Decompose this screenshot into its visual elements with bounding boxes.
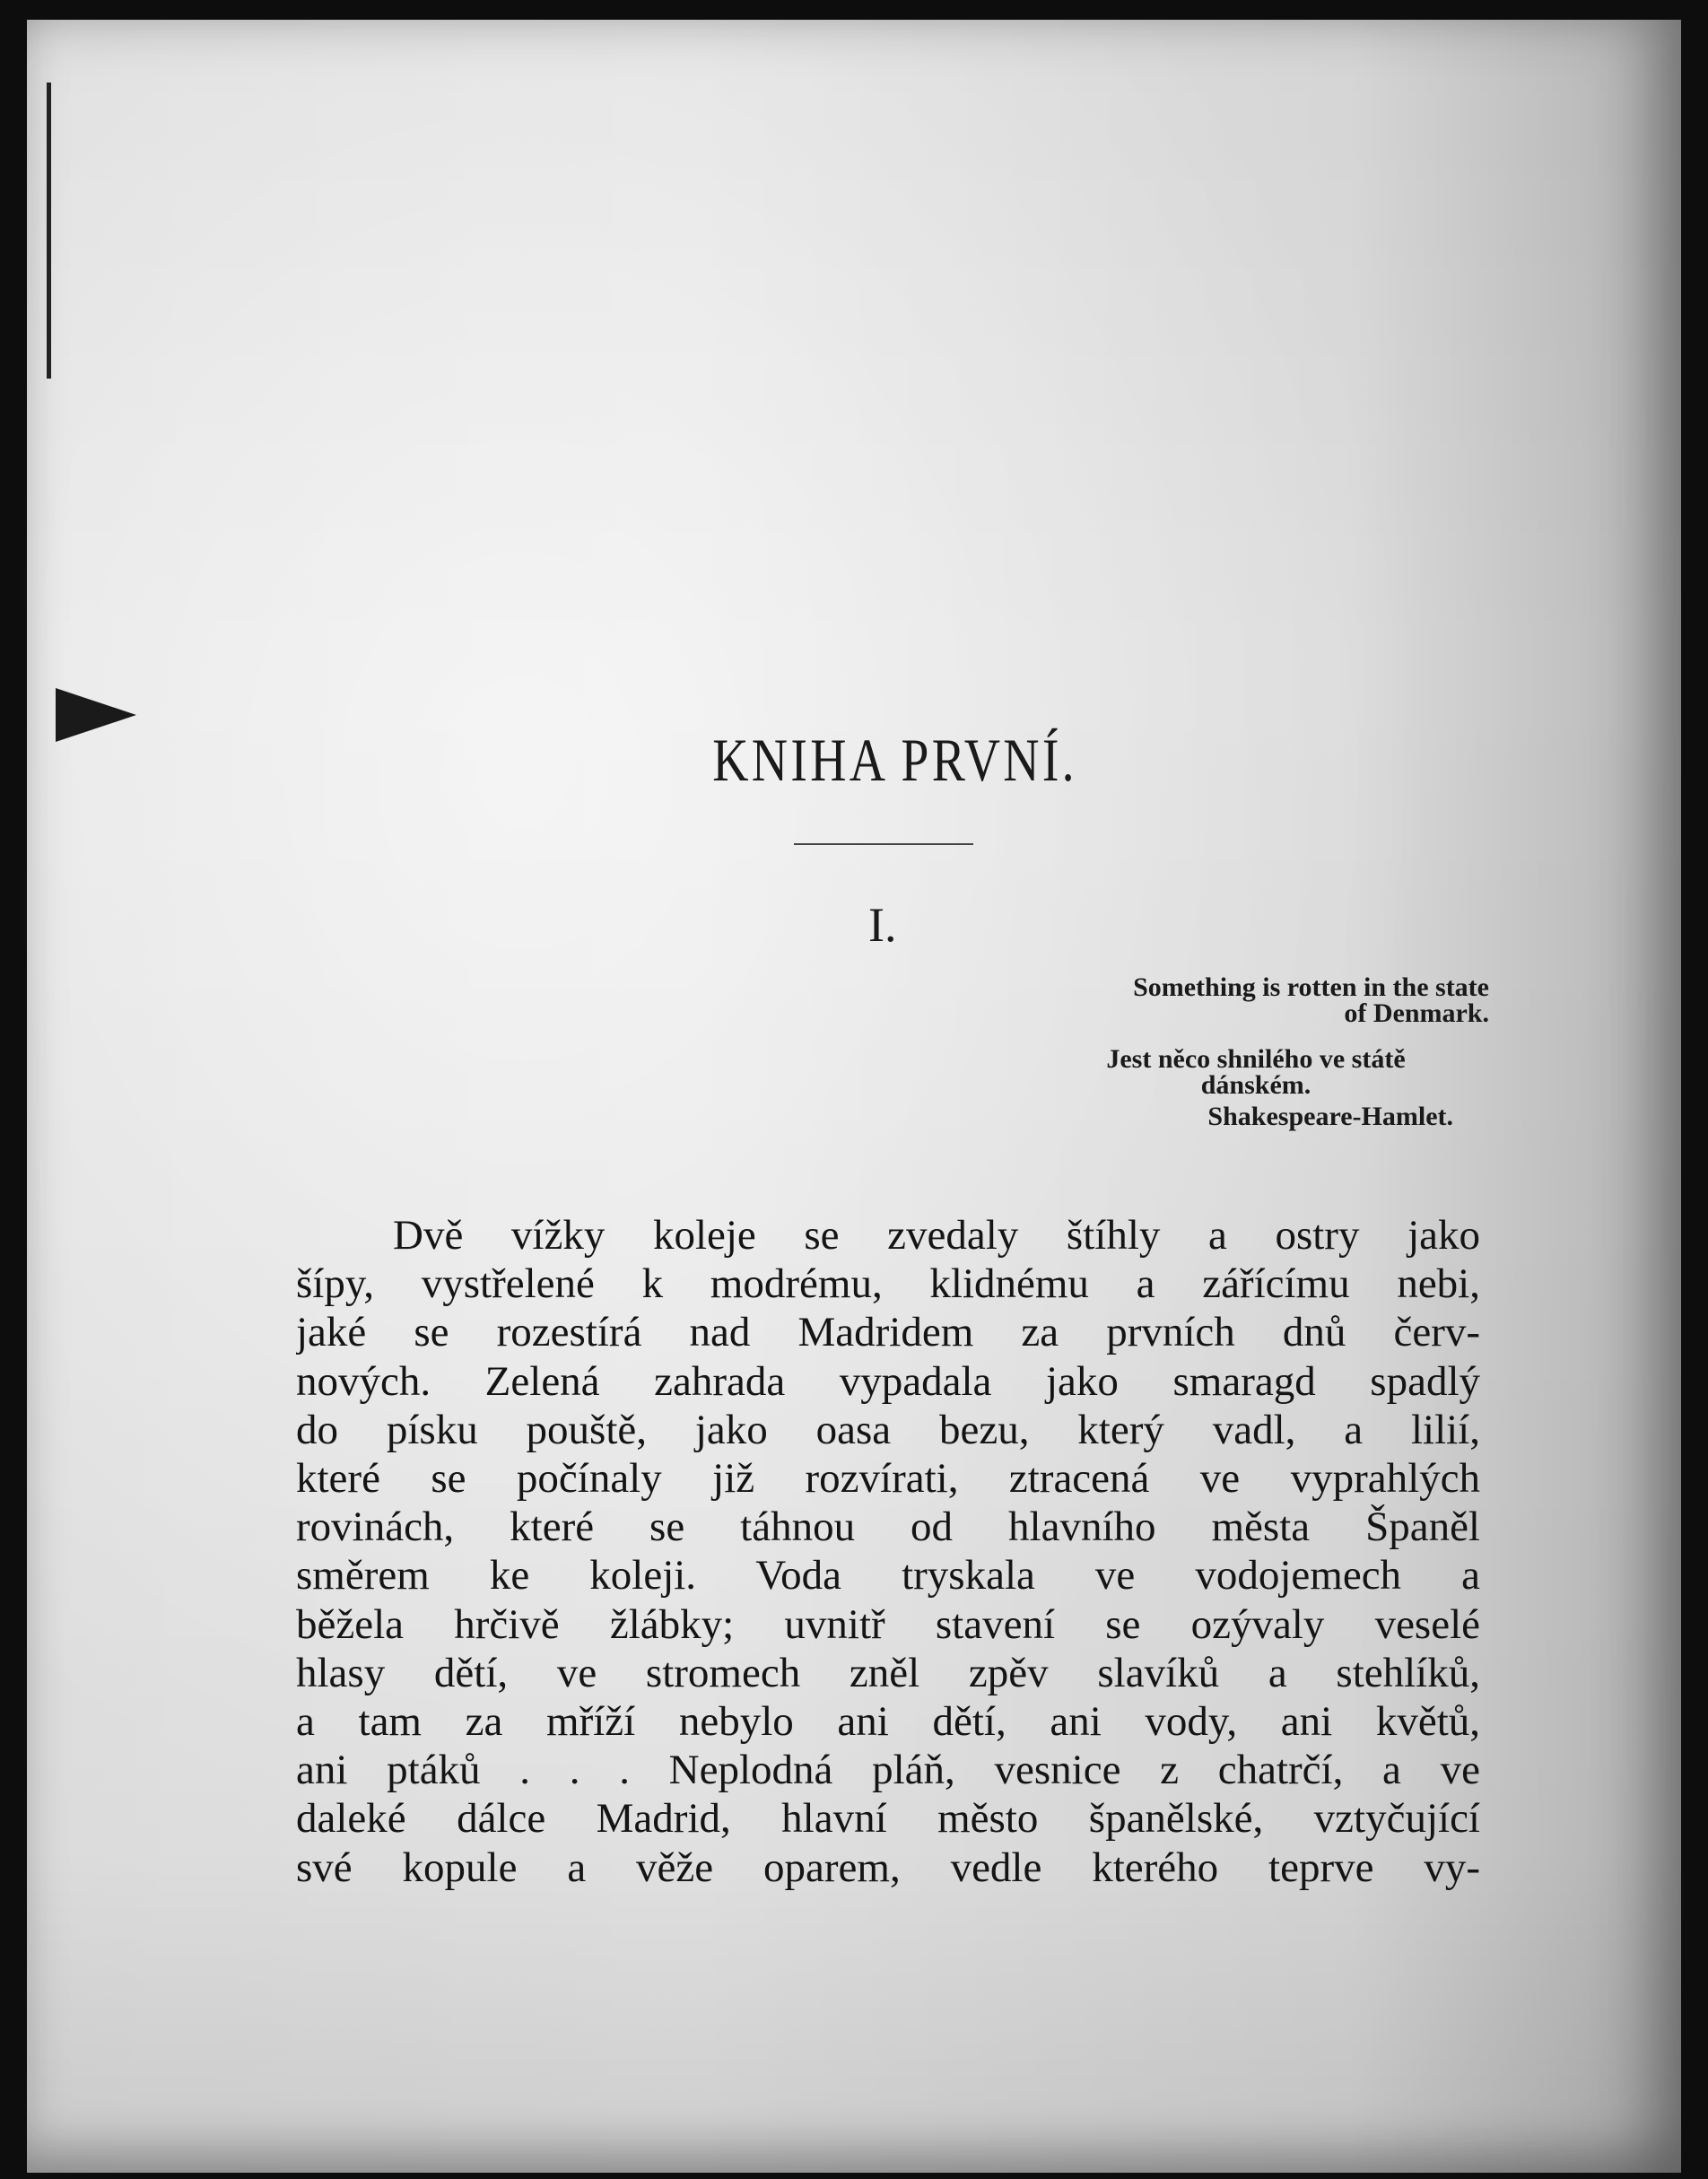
page-edge-mark bbox=[56, 688, 136, 742]
body-line: ani ptáků . . . Neplodná pláň, vesnice z chatrčí, a ve bbox=[296, 1747, 1480, 1794]
epigraph-english bbox=[987, 974, 1489, 1026]
body-line: do písku pouště, jako oasa bezu, který vadl, a lilií, bbox=[296, 1406, 1480, 1453]
epigraph-czech bbox=[987, 1046, 1489, 1098]
body-line: běžela hrčivě žlábky; uvnitř stavení se ozývaly veselé bbox=[296, 1600, 1480, 1648]
body-line: šípy, vystřelené k modrému, klidnému a zářícímu nebi, bbox=[296, 1260, 1480, 1308]
epigraph-source: Shakespeare-Hamlet. bbox=[1207, 1102, 1453, 1131]
epigraph-english-line: of Denmark. bbox=[1344, 998, 1489, 1028]
book-title: KNIHA PRVNÍ. bbox=[712, 726, 1077, 794]
body-line: jaké se rozestírá nad Madridem za prvních dnů červ- bbox=[296, 1309, 1480, 1356]
body-paragraph bbox=[296, 1211, 1480, 1892]
body-line: a tam za mříží nebylo ani dětí, ani vody, ani květů, bbox=[296, 1698, 1480, 1746]
body-line: které se počínaly již rozvírati, ztracená ve vyprahlých bbox=[296, 1455, 1480, 1503]
body-line: Dvě vížky koleje se zvedaly štíhly a ostry jako bbox=[393, 1212, 1480, 1259]
body-line: své kopule a věže oparem, vedle kterého teprve vy- bbox=[296, 1843, 1480, 1891]
epigraph bbox=[987, 974, 1489, 1129]
binding-edge-line bbox=[47, 83, 51, 379]
chapter-number: I. bbox=[868, 898, 897, 952]
title-divider bbox=[794, 843, 973, 845]
epigraph-czech-line: dánském. bbox=[1200, 1070, 1312, 1100]
body-line: rovinách, které se táhnou od hlavního města Španěl bbox=[296, 1504, 1480, 1551]
body-line: daleké dálce Madrid, hlavní město španělské, vztyčující bbox=[296, 1795, 1480, 1843]
body-line: nových. Zelená zahrada vypadala jako smaragd spadlý bbox=[296, 1357, 1480, 1405]
epigraph-english-line: Something is rotten in the state bbox=[1133, 972, 1489, 1002]
body-line: směrem ke koleji. Voda tryskala ve vodojemech a bbox=[296, 1552, 1480, 1599]
epigraph-czech-line: Jest něco shnilého ve státě bbox=[1106, 1044, 1406, 1074]
body-line: hlasy dětí, ve stromech zněl zpěv slavíků a stehlíků, bbox=[296, 1649, 1480, 1696]
